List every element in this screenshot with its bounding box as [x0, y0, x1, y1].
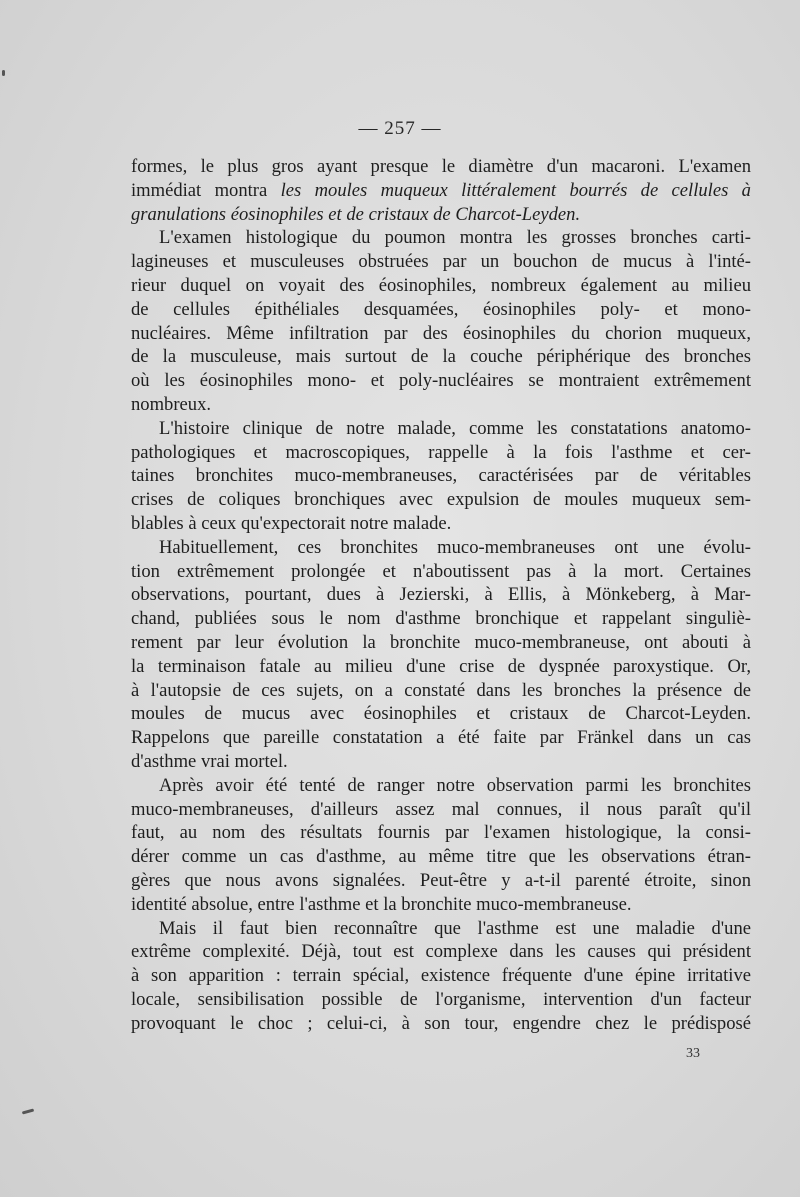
- text-segment: la terminaison fatale au milieu d'une crise de dyspnée paroxystique. Or,: [131, 655, 751, 677]
- text-segment: extrême complexité. Déjà, tout est complexe dans les causes qui président: [131, 941, 751, 963]
- scan-speck: [2, 70, 5, 76]
- page-number: — 257 —: [358, 118, 442, 139]
- text-line: [131, 203, 751, 227]
- text-segment: rieur duquel on voyait des éosinophiles, nombreux également au milieu: [131, 274, 751, 296]
- text-line: [131, 750, 751, 774]
- text-segment: taines bronchites muco-membraneuses, caractérisées par de véritables: [131, 465, 751, 487]
- text-line: [131, 988, 751, 1012]
- text-line: [131, 250, 751, 274]
- text-line: [131, 464, 751, 488]
- text-segment: blables à ceux qu'expectorait notre malade.: [131, 512, 452, 534]
- text-line: [131, 560, 751, 584]
- italic-segment: granulations éosinophiles et de cristaux de Charcot-Leyden.: [131, 203, 581, 225]
- text-segment: de la musculeuse, mais surtout de la couche périphérique des bronches: [131, 346, 751, 368]
- text-segment: formes, le plus gros ayant presque le diamètre d'un macaroni. L'examen: [131, 156, 751, 177]
- text-line: [131, 155, 751, 179]
- text-segment: lagineuses et musculeuses obstruées par un bouchon de mucus à l'inté-: [131, 251, 751, 273]
- text-segment: L'examen histologique du poumon montra les grosses bronches carti-: [159, 227, 751, 249]
- text-segment: crises de coliques bronchiques avec expulsion de moules muqueux sem-: [131, 489, 751, 511]
- text-segment: nombreux.: [131, 393, 212, 415]
- text-line: [131, 179, 751, 203]
- text-segment: d'asthme vrai mortel.: [131, 750, 288, 772]
- text-segment: à l'autopsie de ces sujets, on a constaté dans les bronches la présence de: [131, 679, 751, 701]
- text-line: [131, 821, 751, 845]
- text-line: [131, 940, 751, 964]
- text-segment: observations, pourtant, dues à Jezierski, à Ellis, à Mönkeberg, à Mar-: [131, 584, 751, 606]
- scan-speck: [22, 1108, 34, 1114]
- text-segment: provoquant le choc ; celui-ci, à son tour, engendre chez le prédisposé: [131, 1012, 751, 1034]
- text-segment: faut, au nom des résultats fournis par l'examen histologique, la consi-: [131, 822, 751, 844]
- text-segment: Après avoir été tenté de ranger notre observation parmi les bronchites: [159, 774, 751, 796]
- text-segment: moules de mucus avec éosinophiles et cristaux de Charcot-Leyden.: [131, 703, 751, 725]
- text-line: [131, 845, 751, 869]
- text-segment: pathologiques et macroscopiques, rappelle à la fois l'asthme et cer-: [131, 441, 751, 463]
- text-line: [131, 917, 751, 941]
- text-line: [131, 726, 751, 750]
- text-segment: identité absolue, entre l'asthme et la bronchite muco-membraneuse.: [131, 893, 632, 915]
- text-line: [131, 702, 751, 726]
- italic-segment: les moules muqueux littéralement bourrés de cellules à: [280, 179, 751, 201]
- text-line: [131, 869, 751, 893]
- text-line: [131, 322, 751, 346]
- text-line: [131, 369, 751, 393]
- text-segment: muco-membraneuses, d'ailleurs assez mal connues, il nous paraît qu'il: [131, 798, 751, 820]
- body-text: [131, 155, 751, 1035]
- text-line: [131, 583, 751, 607]
- text-line: [131, 417, 751, 441]
- text-line: [131, 1012, 751, 1036]
- text-line: [131, 393, 751, 417]
- text-segment: de cellules épithéliales desquamées, éosinophiles poly- et mono-: [131, 298, 751, 320]
- text-segment: chand, publiées sous le nom d'asthme bronchique et rappelant singuliè-: [131, 608, 751, 630]
- text-line: [131, 488, 751, 512]
- text-segment: gères que nous avons signalées. Peut-être y a-t-il parenté étroite, sinon: [131, 869, 751, 891]
- text-line: [131, 441, 751, 465]
- text-segment: immédiat montra: [131, 179, 281, 201]
- text-line: [131, 226, 751, 250]
- text-segment: Mais il faut bien reconnaître que l'asthme est une maladie d'une: [159, 917, 751, 939]
- text-segment: Habituellement, ces bronchites muco-membraneuses ont une évolu-: [159, 536, 751, 558]
- text-line: [131, 798, 751, 822]
- text-line: [131, 298, 751, 322]
- text-line: [131, 345, 751, 369]
- text-segment: rement par leur évolution la bronchite muco-membraneuse, ont abouti à: [131, 631, 751, 653]
- text-segment: Rappelons que pareille constatation a été faite par Fränkel dans un cas: [131, 727, 751, 749]
- text-segment: nucléaires. Même infiltration par des éosinophiles du chorion muqueux,: [131, 322, 751, 344]
- text-segment: L'histoire clinique de notre malade, comme les constatations anatomo-: [159, 417, 751, 439]
- text-segment: tion extrêmement prolongée et n'aboutissent pas à la mort. Certaines: [131, 560, 751, 582]
- text-line: [131, 964, 751, 988]
- text-line: [131, 893, 751, 917]
- text-segment: à son apparition : terrain spécial, existence fréquente d'une épine irritative: [131, 965, 751, 987]
- text-line: [131, 274, 751, 298]
- printer-signature-mark: 33: [686, 1046, 700, 1061]
- text-line: [131, 655, 751, 679]
- text-segment: dérer comme un cas d'asthme, au même titre que les observations étran-: [131, 846, 751, 868]
- text-segment: locale, sensibilisation possible de l'organisme, intervention d'un facteur: [131, 988, 751, 1010]
- text-line: [131, 679, 751, 703]
- text-line: [131, 631, 751, 655]
- text-line: [131, 607, 751, 631]
- text-segment: où les éosinophiles mono- et poly-nucléaires se montraient extrêmement: [131, 370, 751, 392]
- text-line: [131, 774, 751, 798]
- text-line: [131, 512, 751, 536]
- text-line: [131, 536, 751, 560]
